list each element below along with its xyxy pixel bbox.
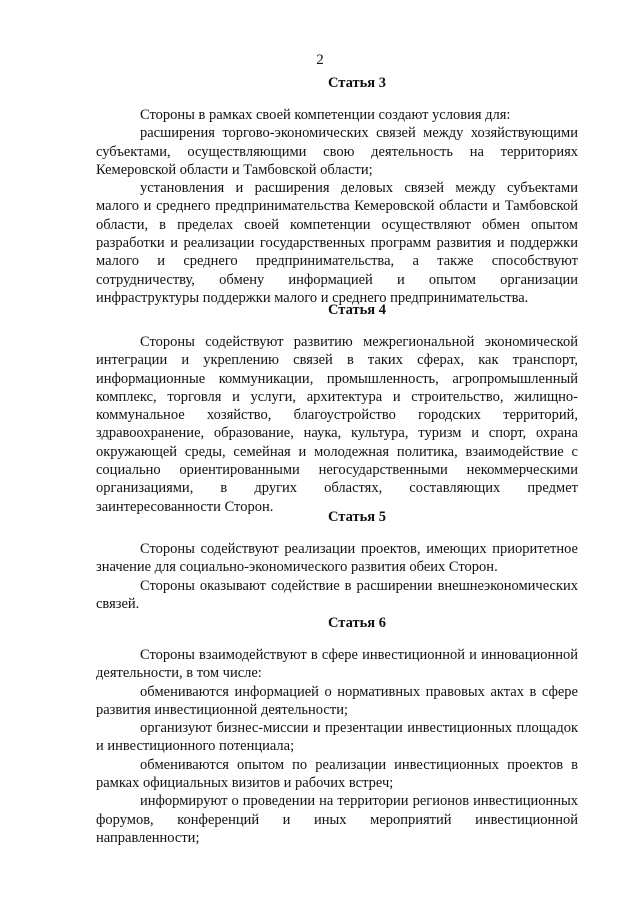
article-5 <box>96 508 578 613</box>
article-6 <box>96 614 578 847</box>
article-heading: Статья 3 <box>328 75 386 91</box>
article-paragraph: обмениваются информацией о нормативных правовых актах в сфере развития инвестиционной деятельности; <box>96 683 578 718</box>
article-paragraph: Стороны содействуют реализации проектов, имеющих приоритетное значение для социально-экономического развития обеих Сторон. <box>96 541 578 576</box>
article-heading: Статья 5 <box>328 509 386 525</box>
article-paragraph: Стороны взаимодействуют в сфере инвестиционной и инновационной деятельности, в том числе: <box>96 647 578 682</box>
article-paragraph: Стороны оказывают содействие в расширении внешнеэкономических связей. <box>96 577 578 612</box>
page-number: 2 <box>316 52 324 68</box>
article-paragraph: организуют бизнес-миссии и презентации инвестиционных площадок и инвестиционного потенциала; <box>96 720 578 755</box>
article-heading: Статья 6 <box>328 615 386 631</box>
article-paragraph: расширения торгово-экономических связей между хозяйствующими субъектами, осуществляющими свою деятельность на территориях Кемеровской области и Тамбовской области; <box>96 125 578 178</box>
article-paragraph: Стороны содействуют развитию межрегиональной экономической интеграции и укреплению связей в таких сферах, как транспорт, информационные коммуникации, промышленность, агропромышленный комплекс, торговля и услуги, архитектура и строительство, жилищно-коммунальное хозяйство, благоустройство городских территорий, здравоохранение, образование, наука, культура, туризм и спорт, охрана окружающей среды, семейная и молодежная политика, взаимодействие с социально ориентированными негосударственными некоммерческими организациями, в других областях, составляющих предмет заинтересованности Сторон. <box>96 334 578 515</box>
article-paragraph: Стороны в рамках своей компетенции создают условия для: <box>140 107 511 123</box>
article-heading: Статья 4 <box>328 302 386 318</box>
article-paragraph: установления и расширения деловых связей между субъектами малого и среднего предпринимательства Кемеровской области и Тамбовской области, в пределах своей компетенции осуществляют обмен опытом разработки и реализации государственных программ развития и поддержки малого и среднего предпринимательства, а также способствуют сотрудничеству, обмену информацией и опытом организации инфраструктуры поддержки малого и среднего предпринимательства. <box>96 180 578 306</box>
article-4 <box>96 301 578 516</box>
article-3 <box>96 74 578 307</box>
article-paragraph: информируют о проведении на территории регионов инвестиционных форумов, конференций и иных мероприятий инвестиционной направленности; <box>96 793 578 846</box>
article-paragraph: обмениваются опытом по реализации инвестиционных проектов в рамках официальных визитов и рабочих встреч; <box>96 756 578 792</box>
